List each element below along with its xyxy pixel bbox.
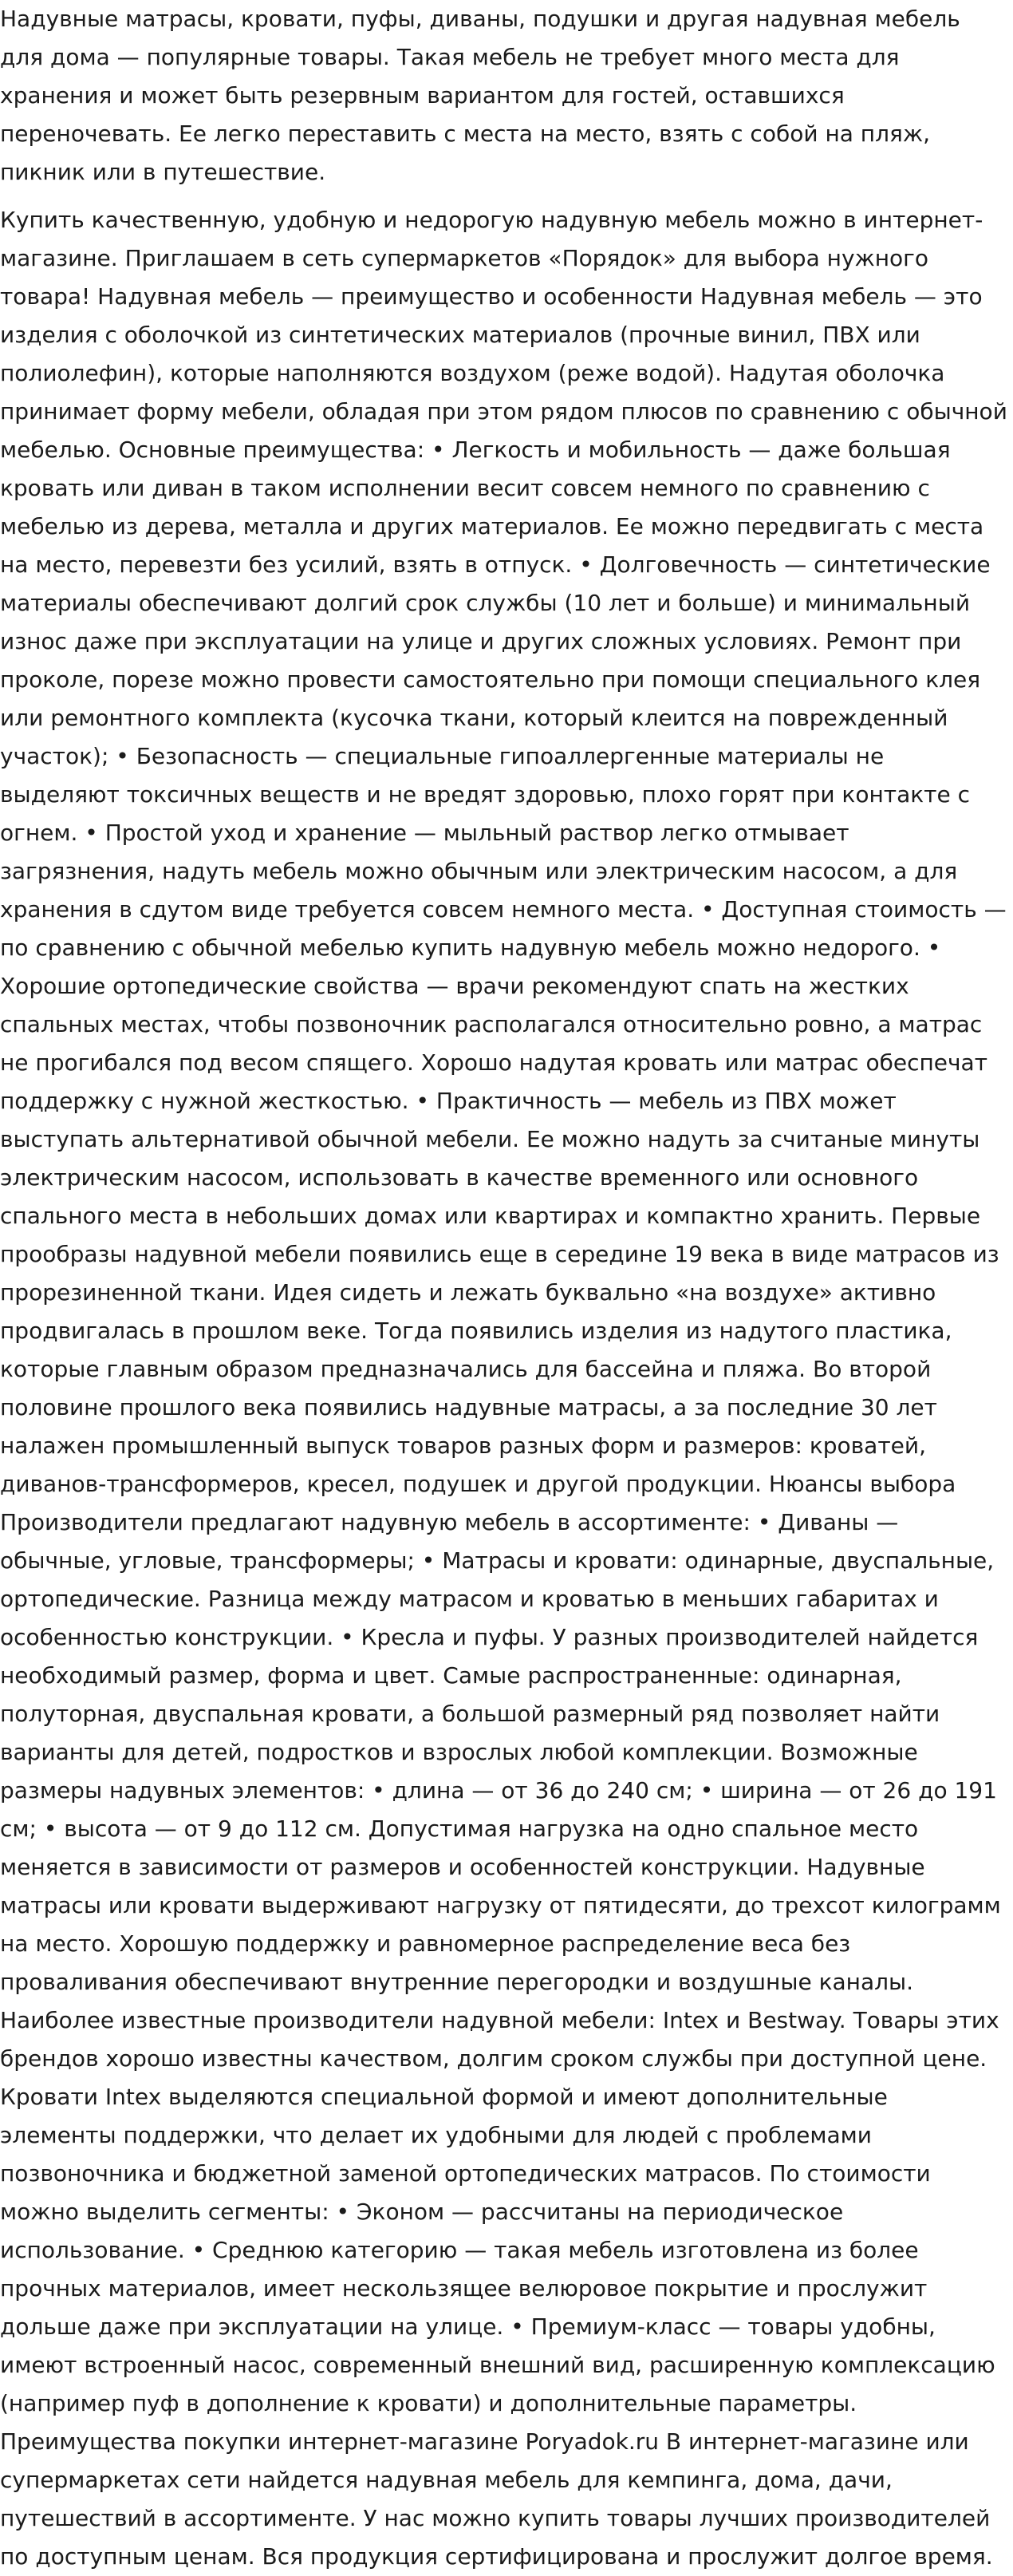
main-paragraph: Купить качественную, удобную и недорогую надувную мебель можно в интернет-магазине. Приглашаем в сеть супермаркетов «Порядок» для выбора нужного товара! Надувная мебель — преимущество и особенности Надувная мебель — это изделия с оболочкой из синтетических материалов (прочные винил, ПВХ или полиолефин), которые наполняются воздухом (реже водой). Надутая оболочка принимает форму мебели, обладая при этом рядом плюсов по сравнению с обычной мебелью. Основные преимущества: • Легкость и мобильность — даже большая кровать или диван в таком исполнении весит совсем немного по сравнению с мебелью из дерева, металла и других материалов. Ее можно передвигать с места на место, перевезти без усилий, взять в отпуск. • Долговечность — синтетические материалы обеспечивают долгий срок службы (10 лет и больше) и минимальный износ даже при эксплуатации на улице и других сложных условиях. Ремонт при проколе, порезе можно провести самостоятельно при помощи специального клея или ремонтного комплекта (кусочка ткани, который клеится на поврежденный участок); • Безопасность — специальные гипоаллергенные материалы не выделяют токсичных веществ и не вредят здоровью, плохо горят при контакте с огнем. • Простой уход и хранение — мыльный раствор легко отмывает загрязнения, надуть мебель можно обычным или электрическим насосом, а для хранения в сдутом виде требуется совсем немного места. • Доступная стоимость — по сравнению с обычной мебелью купить надувную мебель можно недорого. • Хорошие ортопедические свойства — врачи рекомендуют спать на жестких спальных местах, чтобы позвоночник располагался относительно ровно, а матрас не прогибался под весом спящего. Хорошо надутая кровать или матрас обеспечат поддержку с нужной жесткостью. • Практичность — мебель из ПВХ может выступать альтернативой обычной мебели. Ее можно надуть за считаные минуты электрическим насосом, использовать в качестве временного или основного спального места в небольших домах или квартирах и компактно хранить. Первые прообразы надувной мебели появились еще в середине 19 века в виде матрасов из прорезиненной ткани. Идея сидеть и лежать буквально «на воздухе» активно продвигалась в прошлом веке. Тогда появились изделия из надутого пластика, которые главным образом предназначались для бассейна и пляжа. Во второй половине прошлого века появились надувные матрасы, а за последние 30 лет налажен промышленный выпуск товаров разных форм и размеров: кроватей, диванов-трансформеров, кресел, подушек и другой продукции. Нюансы выбора Производители предлагают надувную мебель в ассортименте: • Диваны — обычные, угловые, трансформеры; • Матрасы и кровати: одинарные, двуспальные, ортопедические. Разница между матрасом и кроватью в меньших габаритах и особенностью конструкции. • Кресла и пуфы. У разных производителей найдется необходимый размер, форма и цвет. Самые распространенные: одинарная, полуторная, двуспальная кровати, а большой размерный ряд позволяет найти варианты для детей, подростков и взрослых любой комплекции. Возможные размеры надувных элементов: • длина — от 36 до 240 см; • ширина — от 26 до 191 см; • высота — от 9 до 112 см. Допустимая нагрузка на одно спальное место меняется в зависимости от размеров и особенностей конструкции. Надувные матрасы или кровати выдерживают нагрузку от пятидесяти, до трехсот килограмм на место. Хорошую поддержку и равномерное распределение веса без проваливания обеспечивают внутренние перегородки и воздушные каналы. Наиболее известные производители надувной мебели: Intex и Bestway. Товары этих брендов хорошо известны качеством, долгим сроком службы при доступной цене. Кровати Intex выделяются специальной формой и имеют дополнительные элементы поддержки, что делает их удобными для людей с проблемами позвоночника и бюджетной заменой ортопедических матрасов. По стоимости можно выделить сегменты: • Эконом — рассчитаны на периодическое использование. • Среднюю категорию — такая мебель изготовлена из более прочных материалов, имеет нескользящее велюровое покрытие и прослужит дольше даже при эксплуатации на улице. • Премиум-класс — товары удобны, имеют встроенный насос, современный внешний вид, расширенную комплексацию (например пуф в дополнение к кровати) и дополнительные параметры. Преимущества покупки интернет-магазине Poryadok.ru В интернет-магазине или супермаркетах сети найдется надувная мебель для кемпинга, дома, дачи, путешествий в ассортименте. У нас можно купить товары лучших производителей по доступным ценам. Вся продукция сертифицирована и прослужит долгое время. [0, 207, 1007, 2570]
intro-paragraph: Надувные матрасы, кровати, пуфы, диваны, подушки и другая надувная мебель для дома — популярные товары. Такая мебель не требует много места для хранения и может быть резервным вариантом для гостей, оставшихся переночевать. Ее легко переставить с места на место, взять с собой на пляж, пикник или в путешествие. [0, 6, 960, 185]
